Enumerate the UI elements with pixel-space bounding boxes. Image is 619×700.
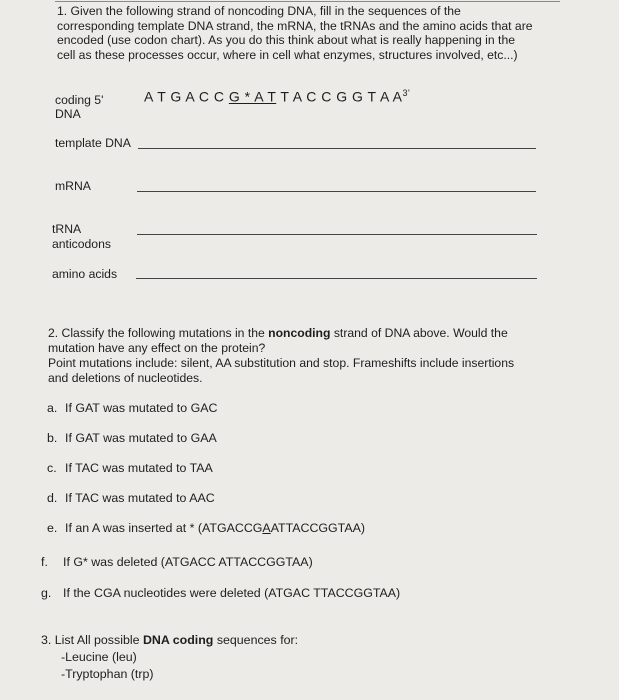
q1-line-1: 1. Given the following strand of noncoding DNA, fill in the sequences of the (57, 4, 461, 18)
coding-label-dna: DNA (55, 107, 81, 121)
q2-item-e: e. If an A was inserted at * (ATGACCGAATTACCGGTAA) (47, 521, 365, 535)
q2-line-3: Point mutations include: silent, AA substitution and stop. Frameshifts include insertions (48, 356, 515, 370)
coding-dna-sequence (144, 88, 410, 105)
coding-label: coding 5' (55, 93, 104, 107)
q2-line-2: mutation have any effect on the protein? (48, 340, 266, 355)
mrna-label: mRNA (55, 179, 91, 193)
template-dna-label: template DNA (55, 136, 131, 150)
q3-tryptophan: -Tryptophan (trp) (61, 667, 154, 681)
seq-part-underlined: G * A T (228, 88, 277, 105)
item-marker: f. (41, 555, 48, 569)
item-marker: e. (47, 521, 58, 535)
seq-3prime: 3' (402, 88, 411, 98)
trna-label: tRNA (52, 222, 82, 236)
item-marker: g. (41, 586, 52, 600)
item-marker: d. (47, 491, 58, 505)
inserted-a-underlined: A (262, 521, 271, 535)
top-rule (55, 1, 560, 2)
q2-item-g: g. If the CGA nucleotides were deleted (ATGAC TTACCGGTAA) (41, 586, 401, 600)
q2-noncoding-bold: noncoding (268, 326, 331, 340)
q2-item-c: c. If TAC was mutated to TAA (47, 461, 213, 475)
item-marker: a. (47, 401, 58, 415)
mrna-blank[interactable] (137, 191, 536, 192)
seq-part-after: T A C C G G T A A (276, 88, 403, 105)
seq-part-before: A T G A C C (144, 88, 229, 105)
amino-acids-blank[interactable] (136, 278, 537, 279)
q3-leucine: -Leucine (leu) (61, 650, 137, 664)
q1-line-3: encoded (use codon chart). As you do this think about what is really happening in the (57, 33, 516, 47)
q2-line-4: and deletions of nucleotides. (48, 370, 203, 385)
amino-acids-label: amino acids (52, 267, 118, 281)
item-marker: b. (47, 431, 58, 445)
q3-dna-coding-bold: DNA coding (142, 633, 214, 647)
q3-line-1: 3. List All possible DNA coding sequences for: (41, 633, 299, 647)
q2-line-1: 2. Classify the following mutations in the noncoding strand of DNA above. Would the (48, 326, 508, 340)
trna-blank[interactable] (137, 234, 537, 235)
q1-line-4: cell as these processes occur, where in cell what enzymes, structures involved, etc...) (57, 47, 518, 62)
q2-item-f: f. If G* was deleted (ATGACC ATTACCGGTAA) (41, 555, 313, 569)
q2-item-a: a. If GAT was mutated to GAC (47, 401, 218, 415)
trna-anticodons-label: anticodons (52, 237, 111, 251)
q2-item-b: b. If GAT was mutated to GAA (47, 431, 217, 445)
q2-item-d: d. If TAC was mutated to AAC (47, 491, 215, 505)
template-dna-blank[interactable] (138, 148, 536, 149)
q1-line-2: corresponding template DNA strand, the mRNA, the tRNAs and the amino acids that are (57, 18, 533, 33)
item-marker: c. (47, 461, 57, 475)
